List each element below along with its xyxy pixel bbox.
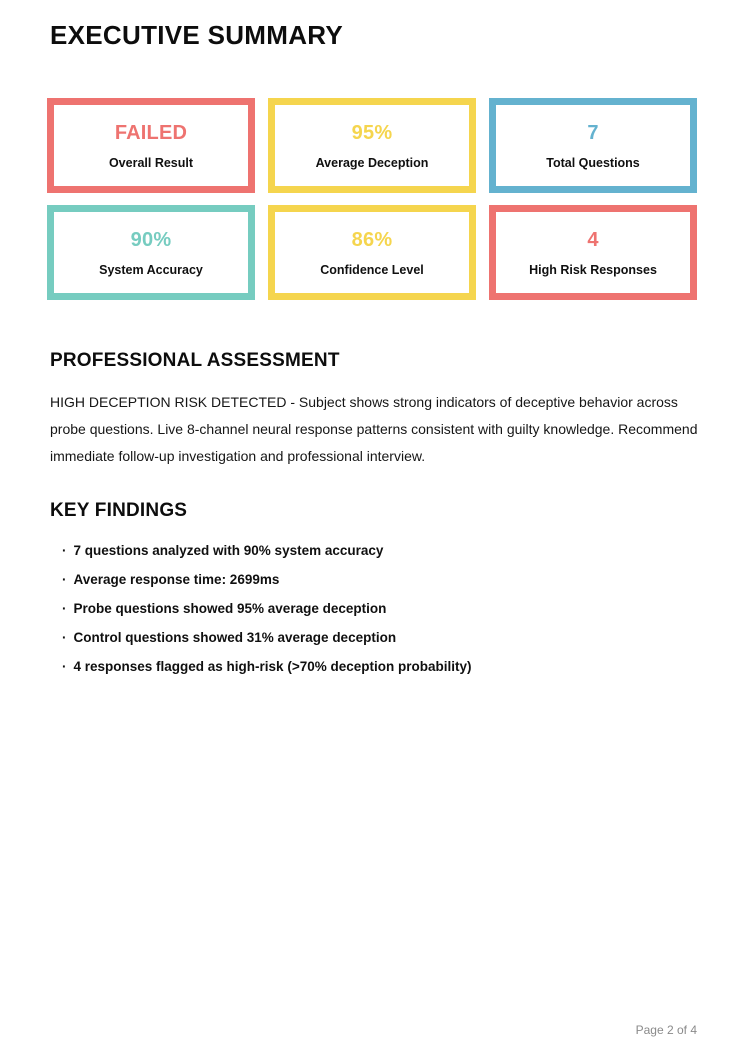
assessment-paragraph: HIGH DECEPTION RISK DETECTED - Subject shows strong indicators of deceptive behavior across probe questions. Live 8-channel neural response patterns consistent with guilty knowledge. Recommend immediate follow-up investigation and professional interview. (50, 394, 698, 464)
stat-card-overall-result (47, 98, 255, 193)
stat-card-total-questions (489, 98, 697, 193)
page-title: EXECUTIVE SUMMARY (50, 20, 344, 50)
stat-value: 4 (587, 228, 599, 251)
stat-label: Total Questions (546, 155, 640, 170)
stat-card-confidence-level (268, 205, 476, 300)
stat-label: System Accuracy (99, 262, 203, 277)
stat-card-system-accuracy (47, 205, 255, 300)
stat-card-grid (47, 98, 697, 300)
stat-label: Average Deception (315, 155, 429, 170)
stat-value: 90% (130, 228, 172, 251)
page-number: Page 2 of 4 (635, 1023, 697, 1037)
report-page (0, 20, 743, 1064)
stat-label: Overall Result (108, 155, 194, 170)
stat-label: High Risk Responses (529, 262, 657, 277)
stat-value: FAILED (114, 121, 188, 144)
stat-card-average-deception (268, 98, 476, 193)
stat-value: 7 (587, 121, 599, 144)
stat-label: Confidence Level (320, 262, 424, 277)
stat-value: 95% (351, 121, 393, 144)
finding-item: · Probe questions showed 95% average deception (62, 600, 697, 617)
stat-card-high-risk-responses (489, 205, 697, 300)
finding-item: · 7 questions analyzed with 90% system accuracy (62, 542, 697, 559)
finding-item: · 4 responses flagged as high-risk (>70% deception probability) (62, 658, 697, 675)
finding-item: · Control questions showed 31% average deception (62, 629, 697, 646)
key-findings-list (62, 542, 697, 675)
section-heading-professional-assessment: PROFESSIONAL ASSESSMENT (50, 350, 340, 371)
finding-item: · Average response time: 2699ms (62, 571, 697, 588)
stat-value: 86% (351, 228, 393, 251)
section-heading-key-findings: KEY FINDINGS (50, 500, 188, 521)
